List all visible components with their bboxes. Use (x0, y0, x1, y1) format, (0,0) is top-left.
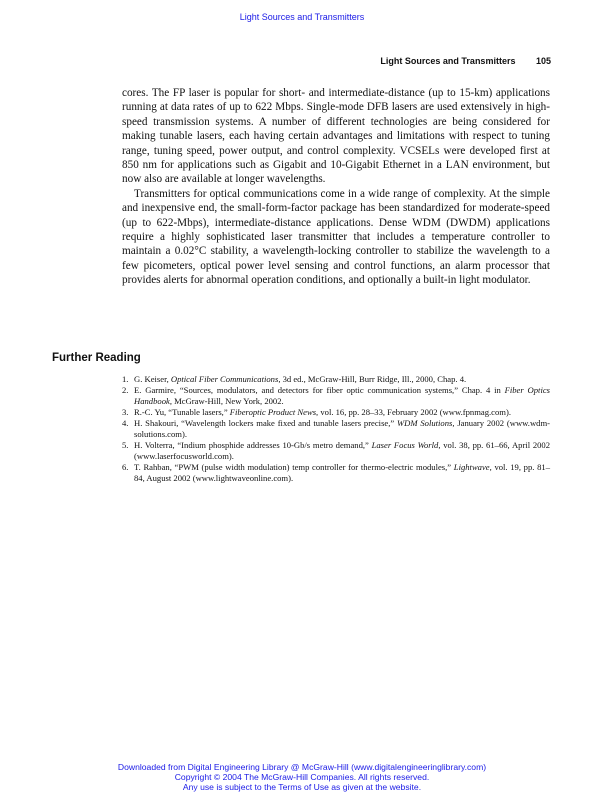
paragraph: Transmitters for optical communications come in a wide range of complexity. At the simple and inexpensive end, the small-form-factor package has been standardized for moderate-speed (up to 622-Mbps), intermediate-distance applications. Dense WDM (DWDM) applications require a highly sophisticated laser transmitter that includes a temperature controller to maintain a 0.02°C stability, a wavelength-locking controller to stabilize the wavelength to a few picometers, optical power level sensing and control functions, an alarm processor that provides alerts for abnormal operation conditions, and optionally a built-in light modulator. (122, 187, 550, 287)
paragraph: cores. The FP laser is popular for short- and intermediate-distance (up to 15-km) applications running at data rates of up to 622 Mbps. Single-mode DFB lasers are used extensively in high-speed transmission systems. A number of different technologies are being considered for making tunable lasers, each having certain advantages and limitations with respect to tuning range, tuning speed, power output, and control complexity. VCSELs were developed first at 850 nm for applications such as Gigabit and 10-Gigabit Ethernet in a LAN environment, but now also are available at longer wavelengths. (122, 87, 550, 186)
reference-text: G. Keiser, (134, 374, 171, 384)
footer-terms-link[interactable]: Any use is subject to the Terms of Use as given at the website. (182, 782, 422, 792)
reference-title: Fiber Optics Handbook (134, 385, 550, 406)
top-banner-link[interactable]: Light Sources and Transmitters (239, 12, 365, 22)
running-head-title: Light Sources and Transmitters (380, 56, 516, 66)
reference-title: Laser Focus World (371, 440, 439, 450)
page-number: 105 (535, 56, 551, 66)
reference-text: T. Rahban, “PWM (pulse width modulation) temp controller for thermo-electric modules,” (134, 462, 454, 472)
reference-item (122, 418, 550, 440)
reference-title: Optical Fiber Communications (170, 374, 279, 384)
reference-item (122, 440, 550, 462)
reference-text: , vol. 16, pp. 28–33, February 2002 (www.fpnmag.com). (316, 407, 511, 417)
reference-title: Fiberoptic Product News (229, 407, 317, 417)
body-text (122, 86, 550, 288)
reference-number: 6. (122, 462, 129, 472)
reference-item (122, 407, 550, 418)
reference-text: E. Garmire, “Sources, modulators, and detectors for fiber optic communication systems,” Chap. 4 in (134, 385, 505, 395)
reference-text: , 3d ed., McGraw-Hill, Burr Ridge, Ill., 2000, Chap. 4. (278, 374, 467, 384)
reference-number: 5. (122, 440, 129, 450)
reference-text: , vol. 19, pp. 81–84, August 2002 (www.lightwaveonline.com). (134, 462, 550, 483)
reference-text: H. Volterra, “Indium phosphide addresses 10-Gb/s metro demand,” (134, 440, 372, 450)
reference-text: , McGraw-Hill, New York, 2002. (169, 396, 284, 406)
reference-text: H. Shakouri, “Wavelength lockers make fixed and tunable lasers precise,” (134, 418, 398, 428)
reference-text: R.-C. Yu, “Tunable lasers,” (134, 407, 230, 417)
footer-download-link[interactable]: Downloaded from Digital Engineering Library @ McGraw-Hill (www.digitalengineeringlibrary.com) (117, 762, 487, 772)
reference-title: WDM Solutions (397, 418, 453, 428)
reference-text: , vol. 38, pp. 61–66, April 2002 (www.laserfocusworld.com). (134, 440, 551, 461)
section-heading-further-reading: Further Reading (52, 352, 141, 364)
reference-item (122, 374, 550, 385)
reference-list (122, 374, 550, 484)
reference-item (122, 385, 550, 407)
reference-text: , January 2002 (www.wdm-solutions.com). (134, 418, 550, 439)
reference-number: 3. (122, 407, 129, 417)
reference-number: 1. (122, 374, 129, 384)
running-head (380, 56, 551, 66)
reference-item (122, 462, 550, 484)
reference-title: Lightwave (453, 462, 490, 472)
footer (0, 762, 604, 792)
reference-number: 2. (122, 385, 129, 395)
footer-copyright-link[interactable]: Copyright © 2004 The McGraw-Hill Companies. All rights reserved. (174, 772, 430, 782)
reference-number: 4. (122, 418, 129, 428)
